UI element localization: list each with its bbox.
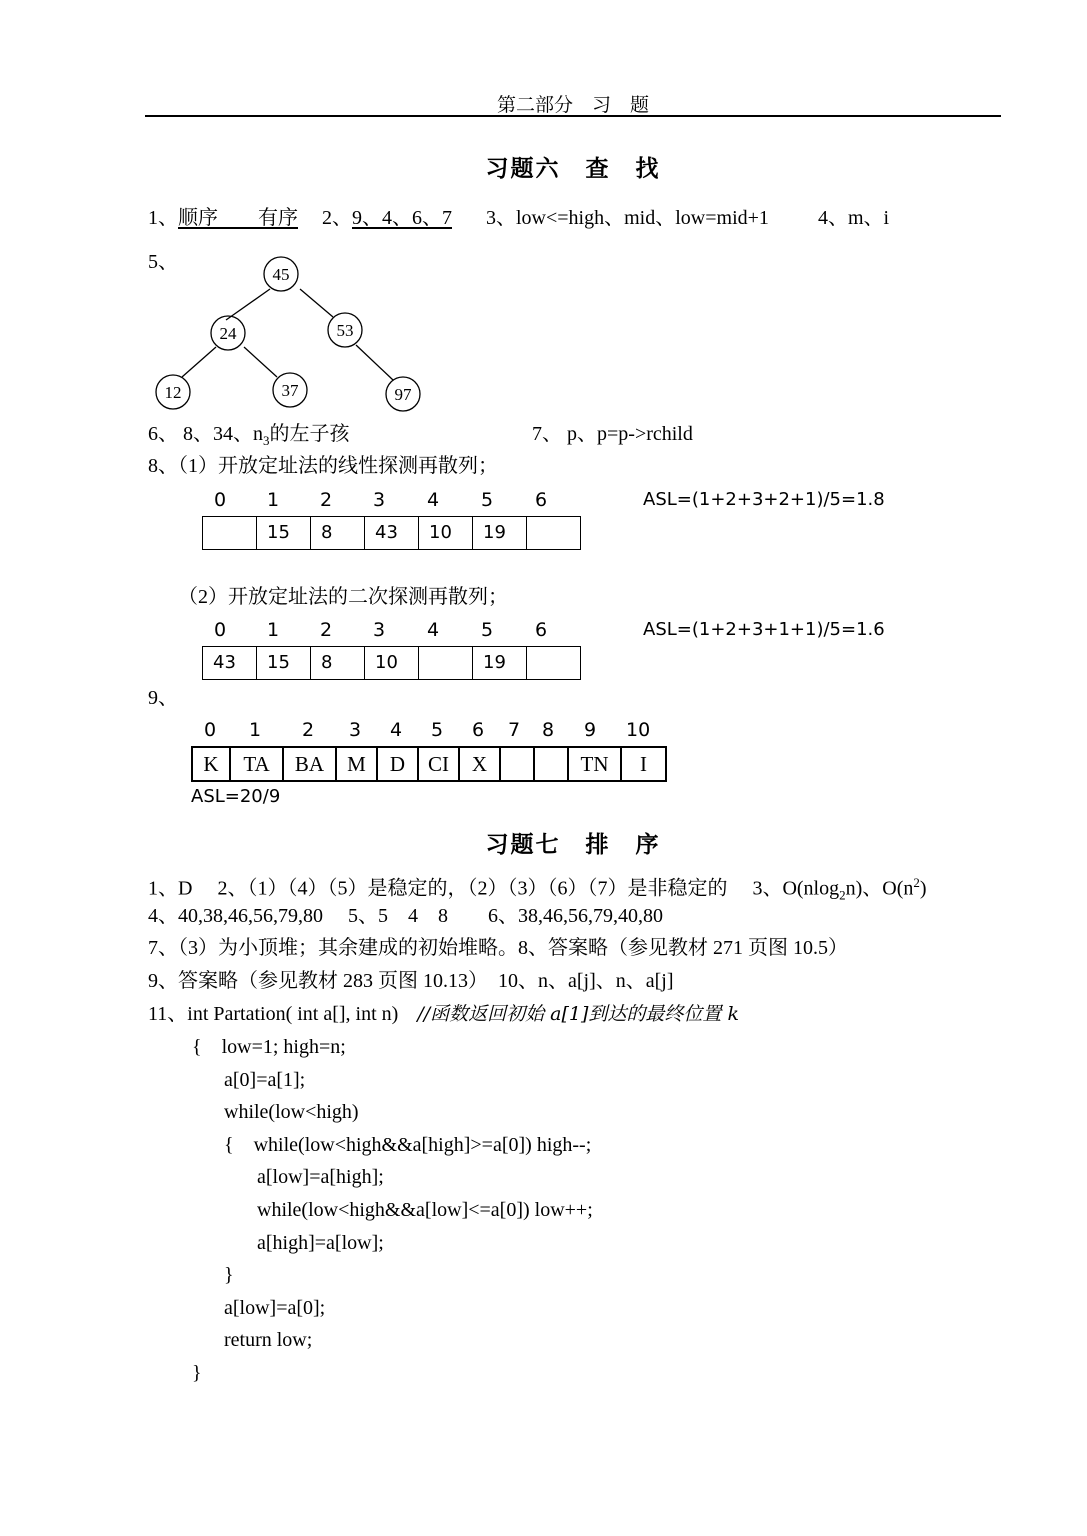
q2-num: 2、: [322, 207, 352, 229]
table-cell: BA: [284, 748, 337, 780]
q1-answer-1: 顺序: [178, 207, 218, 229]
table-cell: I: [622, 748, 667, 780]
table-cell: [527, 517, 581, 549]
table-index-5: 5: [480, 489, 494, 511]
s7-line-5: [148, 1002, 739, 1026]
section-title-7: 习题七 排 序: [485, 832, 661, 857]
table-cell: D: [378, 748, 419, 780]
table-index-3: 3: [372, 489, 386, 511]
s7-line-1-mid: n)、O(n: [845, 877, 914, 900]
table-cell: 15: [257, 517, 311, 549]
code-line: a[low]=a[high];: [257, 1166, 384, 1189]
q8-part2-label: （2）开放定址法的二次探测再散列；: [178, 586, 508, 608]
table-index-4: 4: [426, 489, 440, 511]
q6-text: 6、 8、34、n: [148, 423, 263, 445]
table-index-2: 2: [319, 619, 333, 641]
table-index-0: 0: [213, 489, 227, 511]
code-line: }: [224, 1264, 234, 1287]
edge-45-53: [300, 289, 333, 317]
code-line: a[0]=a[1];: [224, 1068, 306, 1091]
edge-53-97: [356, 345, 393, 380]
header-rule: [145, 115, 1001, 117]
s7-line-5-code: 11、int Partation( int a[], int n): [148, 1003, 399, 1025]
q6-subscript: 3: [263, 433, 270, 448]
table-index-0: 0: [203, 719, 217, 741]
code-line: { while(low<high&&a[high]>=a[0]) high--;: [224, 1133, 592, 1156]
table-index-1: 1: [266, 489, 280, 511]
s7-line-1-sub: 2: [839, 887, 846, 903]
q1-line: [148, 206, 298, 230]
table-index-3: 3: [372, 619, 386, 641]
table-index-0: 0: [213, 619, 227, 641]
table-cell: 43: [365, 517, 419, 549]
table-cell: [535, 748, 569, 780]
node-53-label: 53: [336, 321, 354, 340]
table-index-1: 1: [266, 619, 280, 641]
table-cell: M: [337, 748, 378, 780]
table-cell: [501, 748, 535, 780]
table-cell: [203, 517, 257, 549]
table-index-4: 4: [389, 719, 403, 741]
q6-line: [148, 422, 350, 453]
q9-num: 9、: [148, 687, 178, 709]
table-index-2: 2: [301, 719, 315, 741]
table-index-6: 6: [534, 489, 548, 511]
section-title-6: 习题六 查 找: [485, 156, 661, 181]
code-line: { low=1; high=n;: [192, 1036, 346, 1058]
table-cell: TA: [231, 748, 284, 780]
table-cell: CI: [419, 748, 460, 780]
q7-line: 7、 p、p=p->rchild: [532, 423, 693, 445]
q1-answer-2: 有序: [258, 207, 298, 229]
table-index-6: 6: [471, 719, 485, 741]
page-header: 第二部分 习 题: [496, 95, 649, 116]
edge-24-37: [244, 347, 277, 377]
code-line: return low;: [224, 1329, 313, 1352]
q9-asl: ASL=20/9: [191, 786, 281, 807]
table-cell: [419, 647, 473, 679]
q8-part2-asl: ASL=(1+2+3+1+1)/5=1.6: [643, 619, 885, 640]
table-index-2: 2: [319, 489, 333, 511]
table-cell: 19: [473, 647, 527, 679]
table-index-1: 1: [248, 719, 262, 741]
node-37-label: 37: [281, 381, 299, 400]
q2-line: [322, 206, 452, 230]
table-index-5: 5: [430, 719, 444, 741]
table-cell: 8: [311, 517, 365, 549]
table-cell: K: [193, 748, 231, 780]
q2-answer: 9、4、6、7: [352, 207, 452, 229]
s7-line-2: 4、40,38,46,56,79,80 5、5 4 8 6、38,46,56,79,40,80: [148, 905, 663, 927]
node-97-label: 97: [394, 385, 412, 404]
code-line: a[high]=a[low];: [257, 1231, 384, 1254]
s7-line-1-text: 1、D 2、（1）（4）（5）是稳定的，（2）（3）（6）（7）是非稳定的 3、O(nlog: [148, 877, 840, 900]
table-index-4: 4: [426, 619, 440, 641]
table-cell: 15: [257, 647, 311, 679]
s7-line-1-post: ): [919, 877, 927, 900]
s7-line-5-comment: //函数返回初始 a[1]到达的最终位置 k: [398, 1003, 739, 1025]
table-cell: 43: [203, 647, 257, 679]
q1-num: 1、: [148, 207, 178, 229]
q8-part1-asl: ASL=(1+2+3+2+1)/5=1.8: [643, 489, 885, 510]
q4-line: 4、m、i: [818, 207, 890, 229]
q3-line: 3、low<=high、mid、low=mid+1: [486, 207, 769, 229]
edge-45-24: [226, 289, 270, 320]
q6-text-post: 的左子孩: [269, 423, 350, 445]
table-cell: X: [460, 748, 501, 780]
s7-line-1: [148, 871, 927, 908]
table-index-9: 9: [583, 719, 597, 741]
s7-line-4: 9、答案略（参见教材 283 页图 10.13） 10、n、a[j]、n、a[j]: [148, 970, 674, 992]
node-24-label: 24: [219, 324, 237, 343]
q8-part1-label: 8、（1）开放定址法的线性探测再散列；: [148, 455, 498, 477]
table-index-6: 6: [534, 619, 548, 641]
table-cell: 10: [419, 517, 473, 549]
code-line: while(low<high): [224, 1101, 359, 1124]
table-cell: TN: [569, 748, 622, 780]
node-45-label: 45: [272, 265, 290, 284]
edge-24-12: [182, 347, 216, 377]
table-index-10: 10: [626, 719, 651, 741]
code-line: }: [192, 1362, 202, 1384]
code-line: a[low]=a[0];: [224, 1296, 326, 1319]
q5-num: 5、: [148, 251, 178, 273]
bst-diagram: [140, 245, 440, 415]
table-cell: 10: [365, 647, 419, 679]
table-cell: 19: [473, 517, 527, 549]
s7-line-3: 7、（3）为小顶堆；其余建成的初始堆略。8、答案略（参见教材 271 页图 10.5）: [148, 937, 848, 959]
table-index-5: 5: [480, 619, 494, 641]
q8-part1-hash-table: [202, 516, 581, 550]
table-index-8: 8: [541, 719, 555, 741]
node-12-label: 12: [164, 383, 182, 402]
s7-line-1-sup: 2: [913, 875, 920, 890]
q9-hash-table: [191, 746, 667, 782]
table-index-7: 7: [507, 719, 521, 741]
q8-part2-hash-table: [202, 646, 581, 680]
code-line: while(low<high&&a[low]<=a[0]) low++;: [257, 1199, 593, 1221]
table-cell: [527, 647, 581, 679]
table-index-3: 3: [348, 719, 362, 741]
table-cell: 8: [311, 647, 365, 679]
